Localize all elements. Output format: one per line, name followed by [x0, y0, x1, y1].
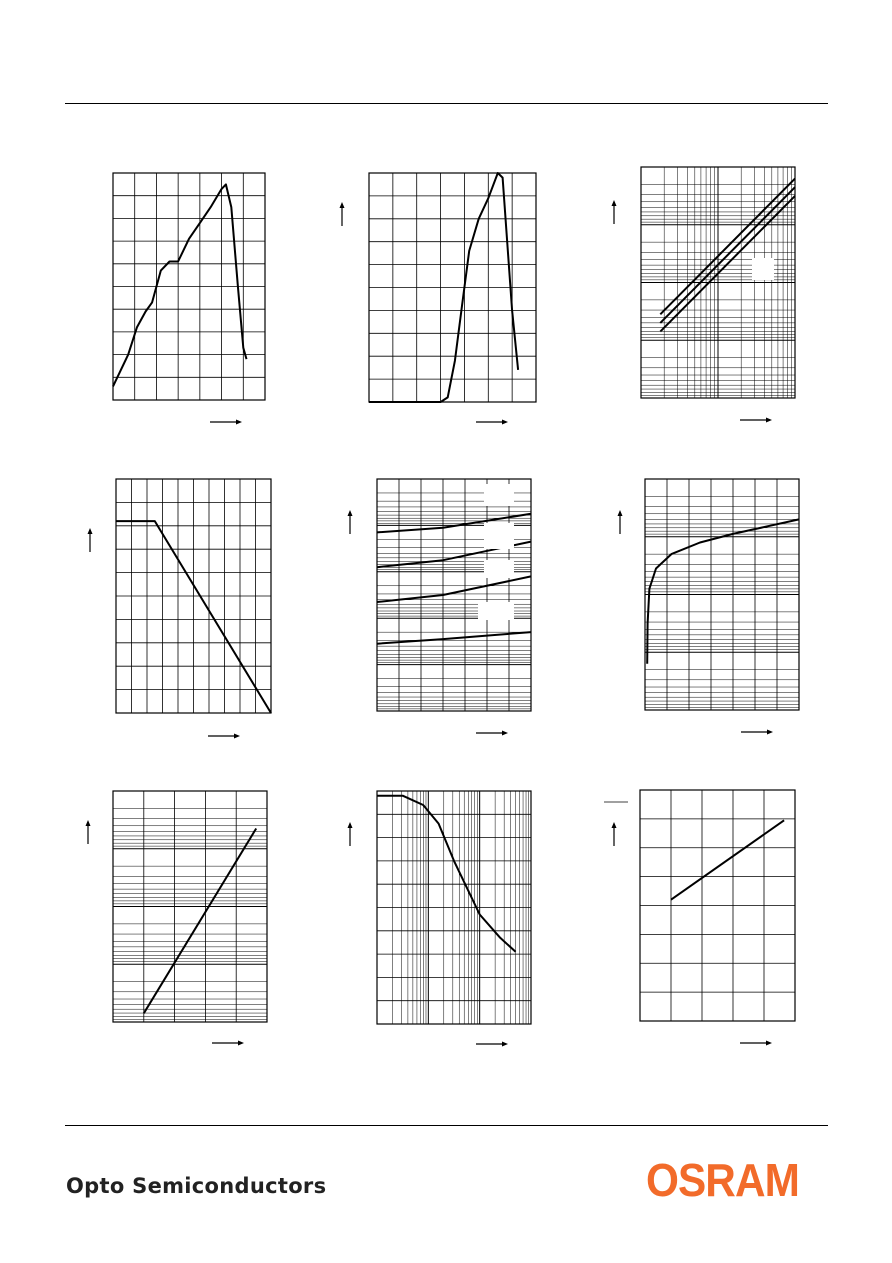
series-line-1 [144, 829, 256, 1014]
label-patch [752, 258, 774, 280]
x-axis-arrow-icon [767, 730, 773, 735]
series-line-1 [647, 519, 799, 663]
label-patch [478, 602, 514, 620]
y-axis-arrow-icon [348, 510, 353, 516]
chart-4 [116, 479, 271, 713]
x-axis-arrow-icon [766, 418, 772, 423]
chart-3 [641, 167, 795, 398]
label-patch [484, 560, 514, 578]
chart-6 [645, 479, 799, 710]
series-line-1 [377, 796, 516, 952]
series-line-1 [113, 184, 247, 386]
x-axis-arrow-icon [234, 734, 240, 739]
chart-1 [113, 173, 265, 400]
series-line-4 [377, 632, 531, 644]
y-axis-arrow-icon [86, 820, 91, 826]
chart-2 [369, 173, 536, 402]
chart-8 [377, 791, 531, 1024]
chart-5 [377, 479, 531, 711]
y-axis-arrow-icon [348, 822, 353, 828]
plot-frame [377, 479, 531, 711]
company-label: Opto Semiconductors [66, 1174, 327, 1198]
series-line-3 [377, 576, 531, 602]
y-axis-arrow-icon [340, 202, 345, 208]
y-axis-arrow-icon [88, 528, 93, 534]
osram-logo: OSRAM [646, 1154, 799, 1206]
y-axis-arrow-icon [612, 822, 617, 828]
y-axis-arrow-icon [618, 510, 623, 516]
chart-7 [113, 791, 267, 1022]
y-axis-arrow-icon [612, 200, 617, 206]
series-line-3 [660, 196, 795, 332]
series-line-1 [671, 820, 784, 899]
label-patch [484, 523, 514, 549]
x-axis-arrow-icon [502, 420, 508, 425]
series-line-1 [660, 179, 795, 315]
x-axis-arrow-icon [502, 1042, 508, 1047]
x-axis-arrow-icon [502, 731, 508, 736]
chart-9 [640, 790, 795, 1021]
x-axis-arrow-icon [236, 420, 242, 425]
x-axis-arrow-icon [766, 1041, 772, 1046]
label-patch [484, 484, 514, 506]
x-axis-arrow-icon [238, 1041, 244, 1046]
